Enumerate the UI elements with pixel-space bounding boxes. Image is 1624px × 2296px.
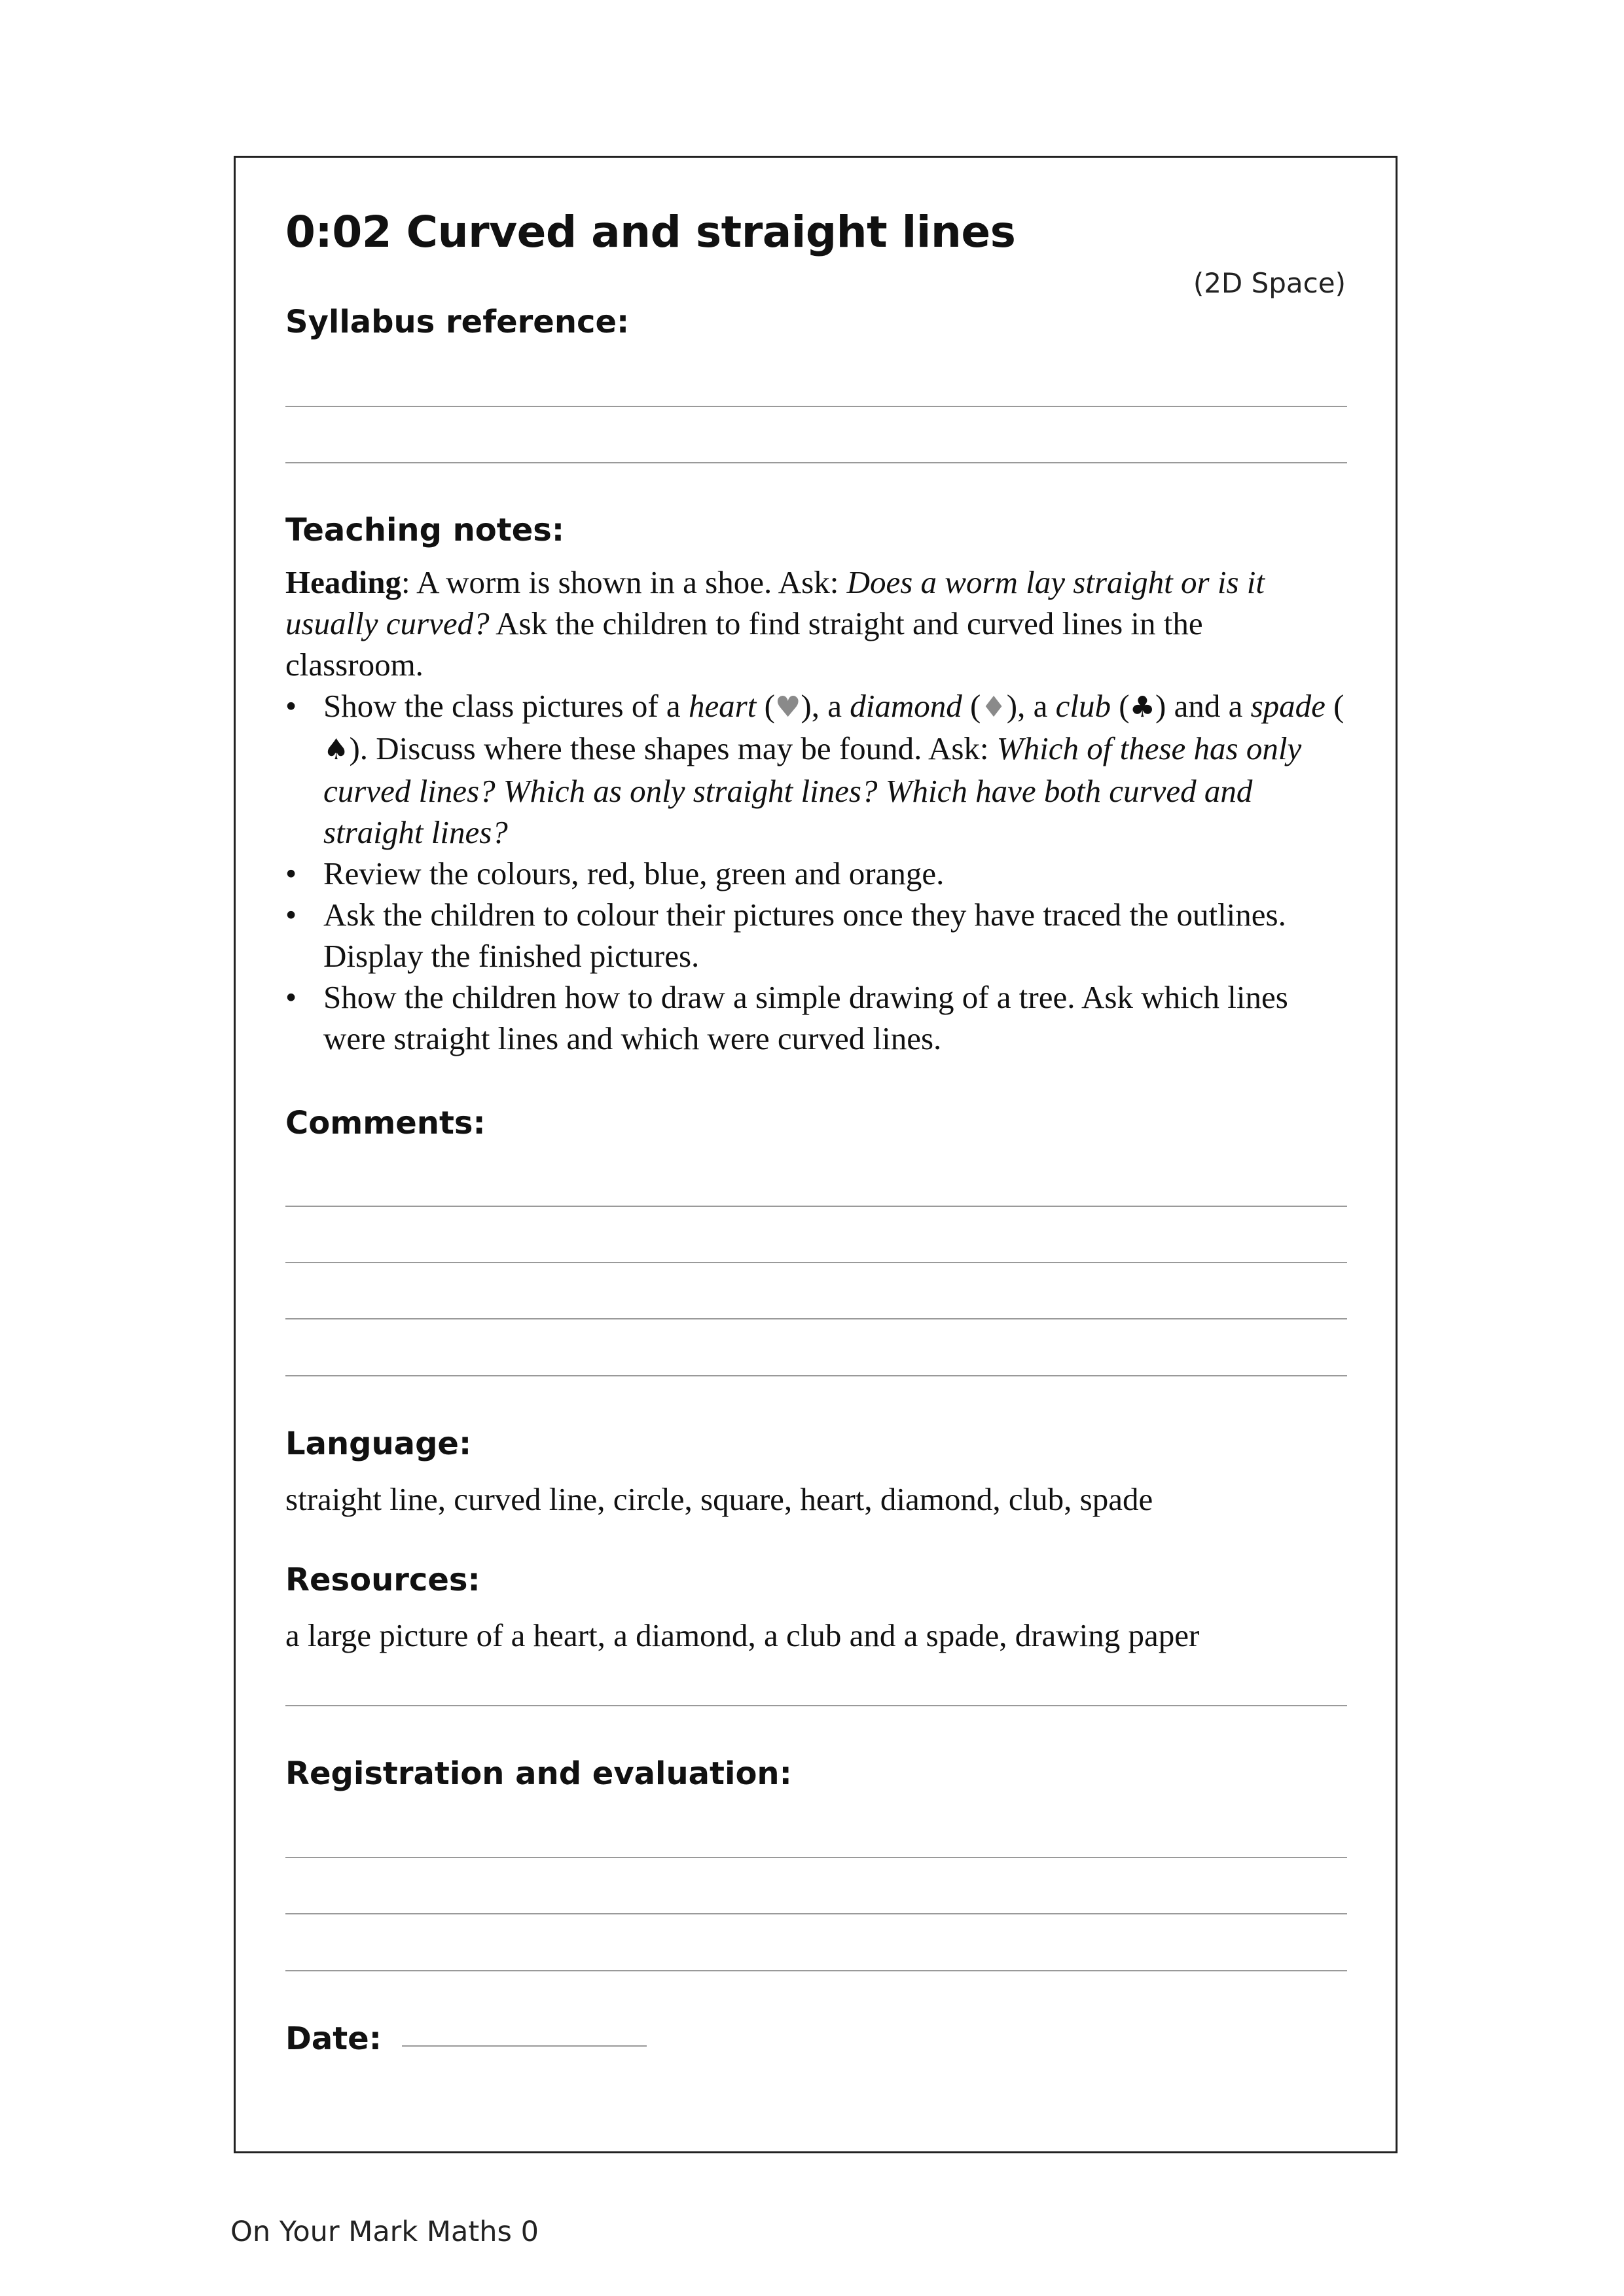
diamond-icon: ♦: [981, 691, 1007, 724]
text: . Discuss where these shapes may be found. Ask:: [359, 730, 997, 766]
question: Which of these has only curved lines? Which as only straight lines? Which have both curved and straight lines?: [323, 730, 1302, 850]
club-icon: ♣: [1129, 691, 1155, 724]
spade-icon: ♠: [323, 733, 350, 766]
text: , a: [1017, 688, 1056, 724]
diamond-word: diamond: [850, 688, 962, 724]
paren: (: [1325, 688, 1344, 724]
intro-text: : A worm is shown in a shoe. Ask:: [401, 564, 847, 600]
resources-heading: Resources:: [285, 1562, 480, 1598]
list-item: [285, 977, 1347, 1059]
text: Show the children how to draw a simple drawing of a tree. Ask which lines were straight lines and which were curved lines.: [323, 979, 1288, 1056]
paren: (: [1110, 688, 1130, 724]
date-heading: Date:: [285, 2020, 382, 2057]
paren: ): [801, 688, 812, 724]
paren: (: [756, 688, 775, 724]
comments-line-3: [285, 1318, 1347, 1319]
spade-word: spade: [1250, 688, 1326, 724]
list-item: [285, 853, 1347, 894]
bullet: •: [285, 979, 297, 1015]
bullet: •: [285, 855, 297, 891]
bullet: •: [285, 688, 297, 724]
resources-line: [285, 1705, 1347, 1706]
comments-line-4: [285, 1375, 1347, 1376]
notes-list: [285, 685, 1347, 1059]
syllabus-heading: Syllabus reference:: [285, 304, 630, 340]
intro-label: Heading: [285, 564, 401, 600]
comments-line-2: [285, 1262, 1347, 1263]
text: Ask the children to colour their pictures once they have traced the outlines. Display the finished pictures.: [323, 897, 1286, 974]
club-word: club: [1055, 688, 1111, 724]
paren: (: [962, 688, 981, 724]
text: and a: [1166, 688, 1251, 724]
language-text: straight line, curved line, circle, square, heart, diamond, club, spade: [285, 1481, 1153, 1517]
intro-text-2: Ask the children to find straight and curved lines in the classroom.: [285, 605, 1203, 683]
language-heading: Language:: [285, 1426, 472, 1462]
teaching-notes-body: [285, 562, 1347, 1059]
notes-intro: [285, 562, 1347, 685]
list-item: [285, 894, 1347, 977]
syllabus-line-2: [285, 462, 1347, 463]
page-title: 0:02 Curved and straight lines: [285, 207, 1016, 257]
paren: ): [1155, 688, 1166, 724]
text: Review the colours, red, blue, green and orange.: [323, 855, 945, 891]
registration-heading: Registration and evaluation:: [285, 1755, 792, 1792]
list-item: [285, 685, 1347, 853]
text: Show the class pictures of a: [323, 688, 689, 724]
registration-line-1: [285, 1857, 1347, 1858]
bullet: •: [285, 897, 297, 933]
date-line: [402, 2045, 647, 2047]
text: , a: [811, 688, 850, 724]
worksheet-frame: [234, 156, 1398, 2153]
comments-line-1: [285, 1206, 1347, 1207]
heart-icon: ♥: [774, 691, 801, 724]
registration-line-3: [285, 1970, 1347, 1971]
paren: ): [349, 730, 360, 766]
resources-text: a large picture of a heart, a diamond, a club and a spade, drawing paper: [285, 1617, 1200, 1653]
intro-question: Does a worm lay straight or is it usually curved?: [285, 564, 1265, 641]
subject-tag: (2D Space): [1193, 267, 1346, 299]
heart-word: heart: [688, 688, 757, 724]
registration-line-2: [285, 1913, 1347, 1914]
paren: ): [1006, 688, 1018, 724]
teaching-notes-heading: Teaching notes:: [285, 512, 565, 548]
comments-heading: Comments:: [285, 1105, 486, 1141]
syllabus-line-1: [285, 406, 1347, 407]
footer-text: On Your Mark Maths 0: [230, 2215, 539, 2248]
